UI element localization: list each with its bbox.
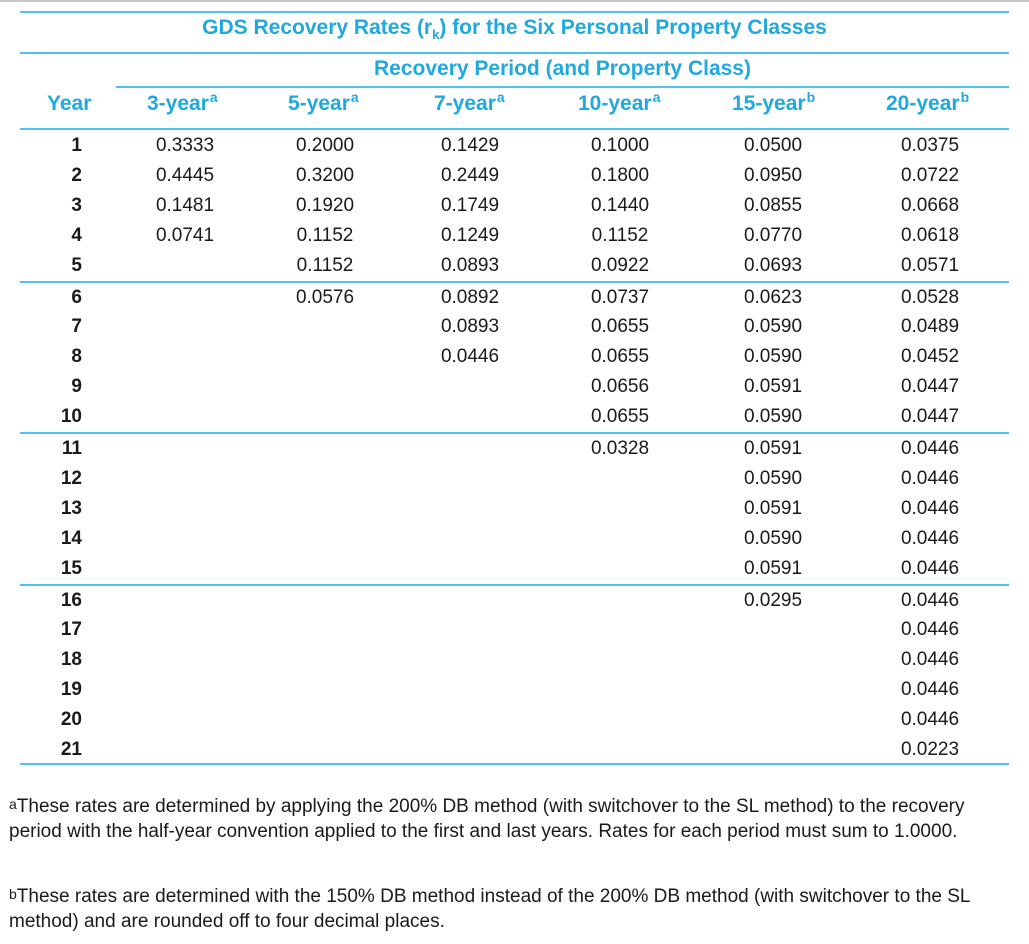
rate-cell: 0.0446: [900, 679, 960, 701]
year-cell: 9: [71, 376, 82, 398]
rate-cell: 0.0452: [900, 346, 960, 368]
year-cell: 20: [60, 709, 82, 731]
rate-cell: 0.1249: [440, 224, 500, 246]
rate-cell: 0.0693: [743, 254, 803, 276]
year-cell: 10: [60, 406, 82, 428]
rate-cell: 0.1152: [296, 254, 354, 276]
column-header-note-mark: b: [806, 89, 816, 105]
subtitle-rule: [116, 86, 1009, 88]
rate-cell: 0.0855: [743, 194, 803, 216]
rate-cell: 0.0655: [590, 406, 650, 428]
rate-cell: 0.0571: [900, 254, 960, 276]
table-title: [0, 16, 1029, 40]
rate-cell: 0.0590: [743, 406, 803, 428]
rate-cell: 0.0922: [590, 254, 650, 276]
rate-cell: 0.0446: [900, 467, 960, 489]
footnote-a-mark: a: [9, 796, 17, 812]
year-cell: 11: [61, 438, 82, 459]
year-cell: 1: [71, 135, 82, 156]
rate-cell: 0.0655: [590, 316, 650, 338]
rate-cell: 0.0447: [900, 406, 960, 428]
rate-cell: 0.0737: [590, 286, 650, 308]
rate-cell: 0.0500: [743, 135, 803, 156]
rate-cell: 0.2449: [440, 164, 500, 186]
column-header-6: [886, 89, 970, 116]
title-end: ) for the Six Personal Property Classes: [439, 16, 827, 39]
rate-cell: 0.1920: [295, 194, 355, 216]
rate-cell: 0.0655: [590, 346, 650, 368]
title-subscript: k: [432, 27, 440, 42]
rate-cell: 0.0591: [743, 497, 803, 519]
header-rule: [20, 128, 1009, 130]
year-cell: 16: [60, 589, 82, 611]
rate-cell: 0.0375: [900, 135, 960, 156]
rate-cell: 0.0446: [900, 497, 960, 519]
rate-cell: 0.0892: [440, 286, 500, 308]
rate-cell: 0.1152: [296, 224, 354, 246]
rate-cell: 0.0446: [440, 346, 500, 368]
group-rule: [20, 584, 1009, 586]
rate-cell: 0.0446: [900, 709, 960, 731]
column-header-note-mark: a: [350, 89, 359, 105]
year-cell: 8: [71, 346, 82, 368]
group-rule: [20, 281, 1009, 283]
rate-cell: 0.0893: [440, 254, 500, 276]
rate-cell: 0.0722: [900, 164, 960, 186]
column-header-1: [147, 89, 218, 116]
rate-cell: 0.0528: [900, 286, 960, 308]
rate-cell: 0.1000: [590, 135, 650, 156]
year-cell: 5: [71, 254, 82, 276]
year-cell: 13: [60, 497, 82, 519]
rate-cell: 0.0489: [900, 316, 960, 338]
rate-cell: 0.0668: [900, 194, 960, 216]
rate-cell: 0.2000: [295, 135, 355, 156]
year-cell: 15: [60, 557, 82, 579]
rate-cell: 0.0656: [590, 376, 650, 398]
rate-cell: 0.3200: [295, 164, 355, 186]
rate-cell: 0.1152: [591, 224, 649, 246]
column-header-label: 15-year: [732, 92, 806, 115]
rate-cell: 0.0295: [743, 589, 803, 611]
year-cell: 4: [71, 224, 82, 246]
year-column-header: Year: [47, 92, 92, 115]
title-rule: [20, 52, 1009, 54]
rate-cell: 0.0590: [743, 316, 803, 338]
year-cell: 2: [71, 164, 82, 186]
rate-cell: 0.0446: [900, 527, 960, 549]
table-bottom-rule: [20, 763, 1009, 765]
rate-cell: 0.1749: [440, 194, 500, 216]
rate-cell: 0.0591: [743, 376, 803, 398]
column-header-2: [288, 89, 359, 116]
footnote-b: [9, 884, 1014, 934]
rate-cell: 0.4445: [155, 164, 215, 186]
rate-cell: 0.0590: [743, 527, 803, 549]
rate-cell: 0.0950: [743, 164, 803, 186]
year-cell: 6: [71, 286, 82, 308]
table-top-rule: [20, 11, 1009, 13]
rate-cell: 0.0618: [900, 224, 960, 246]
footnote-a: [9, 794, 1014, 844]
top-border: [0, 0, 1029, 2]
rate-cell: 0.0446: [900, 557, 960, 579]
rate-cell: 0.0328: [590, 438, 650, 459]
column-header-label: 5-year: [288, 92, 350, 115]
rate-cell: 0.0770: [743, 224, 803, 246]
year-cell: 14: [60, 527, 82, 549]
rate-cell: 0.0446: [900, 649, 960, 671]
year-cell: 18: [60, 649, 82, 671]
year-cell: 21: [60, 739, 82, 760]
column-header-note-mark: a: [209, 89, 218, 105]
rate-cell: 0.0590: [743, 346, 803, 368]
rate-cell: 0.0591: [743, 438, 803, 459]
year-cell: 17: [60, 619, 82, 641]
column-header-3: [434, 89, 505, 116]
column-header-note-mark: b: [960, 89, 970, 105]
column-header-label: 10-year: [578, 92, 652, 115]
rate-cell: 0.0223: [900, 739, 960, 760]
table-subtitle: Recovery Period (and Property Class): [374, 57, 751, 80]
rate-cell: 0.1481: [155, 194, 215, 216]
footnote-a-text: These rates are determined by applying the 200% DB method (with switchover to the SL method) to the recovery period with the half-year convention applied to the first and last years. Rates for each period must sum to 1.0000.: [9, 796, 965, 842]
year-cell: 19: [60, 679, 82, 701]
rate-cell: 0.1429: [440, 135, 500, 156]
rate-cell: 0.0446: [900, 589, 960, 611]
rate-cell: 0.1800: [590, 164, 650, 186]
rate-cell: 0.0447: [900, 376, 960, 398]
column-header-label: 20-year: [886, 92, 960, 115]
year-cell: 7: [71, 316, 82, 338]
year-cell: 3: [71, 194, 82, 216]
group-rule: [20, 432, 1009, 434]
rate-cell: 0.0591: [743, 557, 803, 579]
column-header-label: 7-year: [434, 92, 496, 115]
column-header-note-mark: a: [652, 89, 661, 105]
column-header-5: [732, 89, 816, 116]
column-header-note-mark: a: [496, 89, 505, 105]
rate-cell: 0.3333: [155, 135, 215, 156]
column-header-4: [578, 89, 661, 116]
rate-cell: 0.0446: [900, 619, 960, 641]
year-cell: 12: [60, 467, 82, 489]
footnote-b-text: These rates are determined with the 150% DB method instead of the 200% DB method (with switchover to the SL method) and are rounded off to four decimal places.: [9, 886, 970, 932]
rate-cell: 0.0446: [900, 438, 960, 459]
rate-cell: 0.1440: [590, 194, 650, 216]
rate-cell: 0.0623: [743, 286, 803, 308]
rate-cell: 0.0893: [440, 316, 500, 338]
footnote-b-mark: b: [9, 886, 17, 902]
column-header-label: 3-year: [147, 92, 209, 115]
rate-cell: 0.0576: [295, 286, 355, 308]
title-main: GDS Recovery Rates (r: [202, 16, 433, 39]
rate-cell: 0.0741: [155, 224, 215, 246]
rate-cell: 0.0590: [743, 467, 803, 489]
